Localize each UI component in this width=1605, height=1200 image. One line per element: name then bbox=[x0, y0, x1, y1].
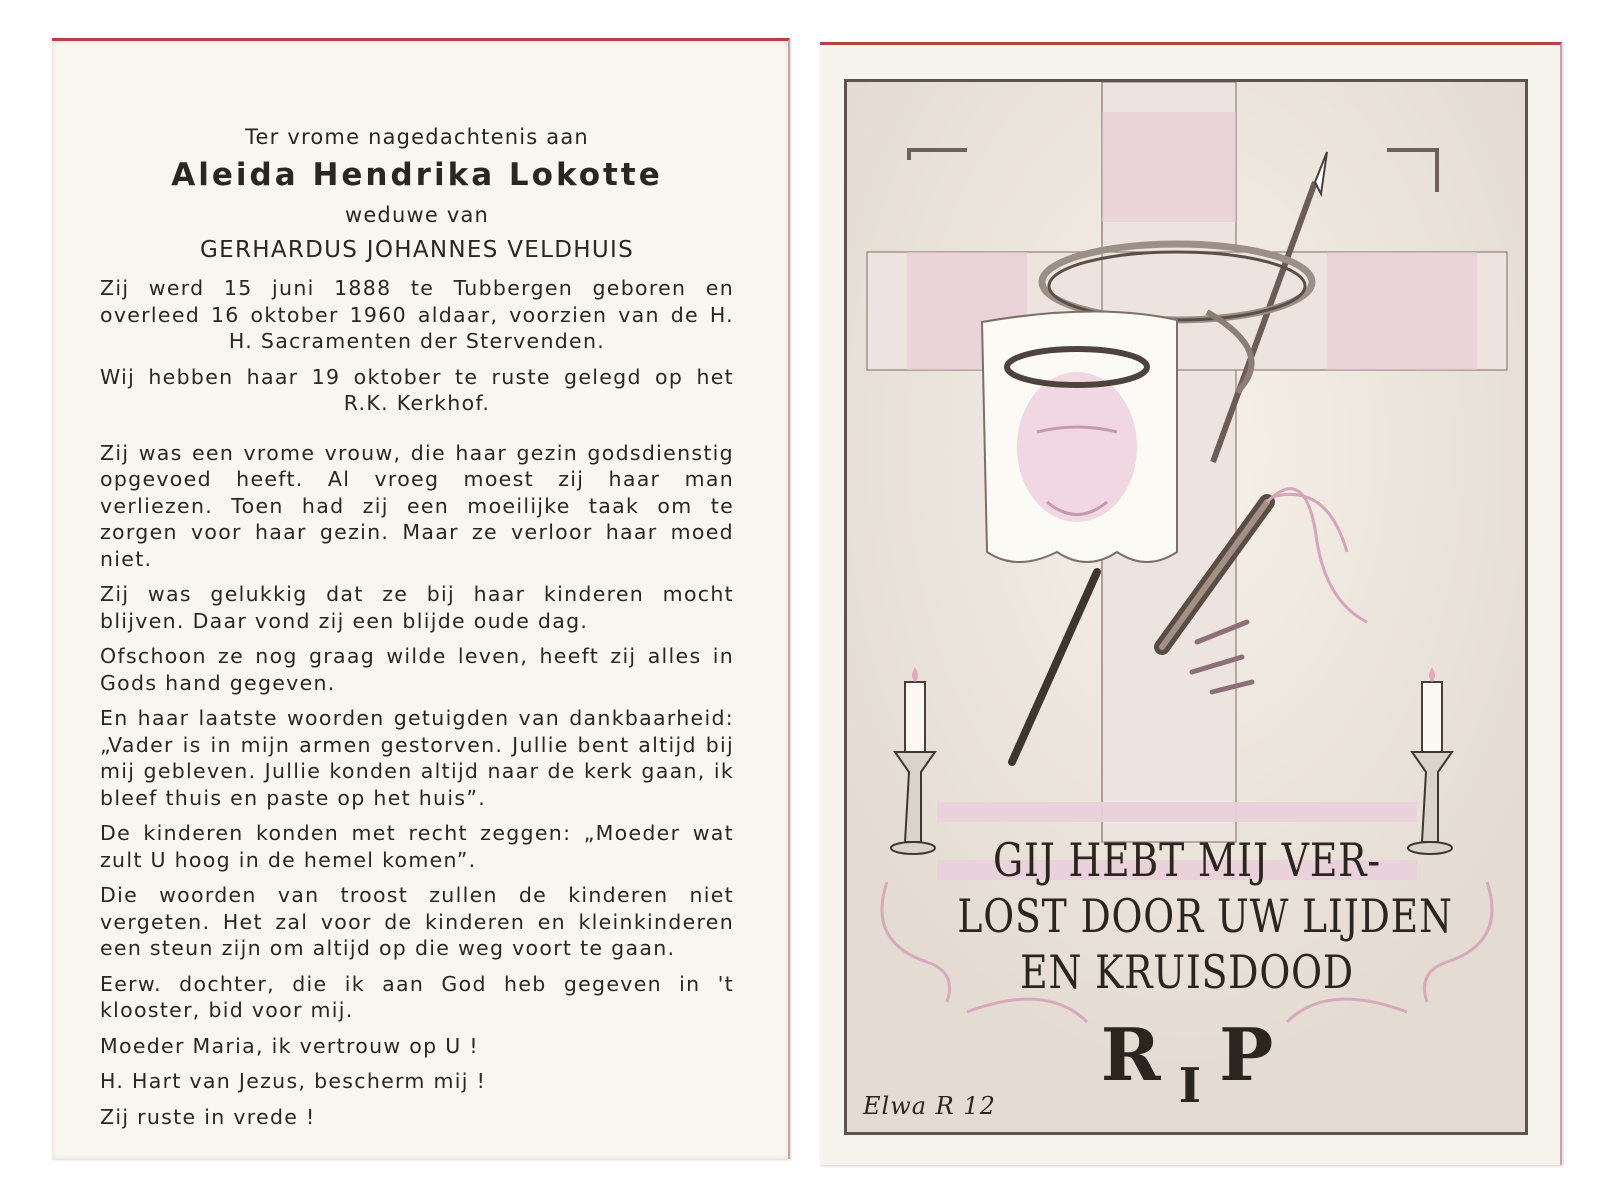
tribute-paragraph-3: Ofschoon ze nog graag wilde leven, heeft zij alles in Gods hand gegeven. bbox=[100, 644, 734, 695]
verse-line-3: EN KRUISDOOD bbox=[1020, 945, 1354, 999]
rip-letter-i: I bbox=[1178, 1058, 1202, 1114]
card-text-block bbox=[100, 121, 734, 1139]
husband-name: GERHARDUS JOHANNES VELDHUIS bbox=[200, 237, 634, 263]
intro-line: Ter vrome nagedachtenis aan bbox=[245, 125, 589, 149]
burial-paragraph: Wij hebben haar 19 oktober te ruste gelegd op het R.K. Kerkhof. bbox=[100, 364, 734, 415]
memorial-card-image-side bbox=[820, 42, 1562, 1165]
devotional-illustration bbox=[844, 79, 1528, 1135]
birth-death-paragraph: Zij werd 15 juni 1888 te Tubbergen geboren en overleed 16 oktober 1960 aldaar, voorzien van de H. H. Sacramenten der Stervenden. bbox=[100, 276, 734, 353]
verse-line-1: GIJ HEBT MIJ VER- bbox=[993, 833, 1381, 887]
rip-inscription bbox=[1047, 1012, 1327, 1114]
rip-letter-p: P bbox=[1219, 1012, 1274, 1097]
verse-text bbox=[957, 832, 1453, 1000]
widow-of-line: weduwe van bbox=[344, 203, 490, 227]
tribute-paragraph-5: De kinderen konden met recht zeggen: „Moeder wat zult U hoog in de hemel komen”. bbox=[100, 821, 734, 872]
tribute-paragraph-7: Eerw. dochter, die ik aan God heb gegeven in 't klooster, bid voor mij. bbox=[100, 971, 734, 1022]
prayer-line-2: H. Hart van Jezus, bescherm mij ! bbox=[100, 1069, 487, 1093]
tribute-paragraph-1: Zij was een vrome vrouw, die haar gezin godsdienstig opgevoed heeft. Al vroeg moest zij haar man verliezen. Toen had zij een moeilijke taak om te zorgen voor haar gezin. Maar ze verloor haar moed niet. bbox=[100, 440, 734, 571]
tribute-paragraph-2: Zij was gelukkig dat ze bij haar kinderen mocht blijven. Daar vond zij een blijde oude dag. bbox=[100, 582, 734, 633]
publisher-mark: Elwa R 12 bbox=[863, 1092, 996, 1120]
deceased-name: Aleida Hendrika Lokotte bbox=[171, 157, 663, 193]
tribute-paragraph-4: En haar laatste woorden getuigden van dankbaarheid: „Vader is in mijn armen gestorven. Jullie bent altijd bij mij gebleven. Jullie konden altijd naar de kerk gaan, ik bleef thuis en paste op het huis”. bbox=[100, 706, 734, 810]
tribute-paragraph-6: Die woorden van troost zullen de kinderen niet vergeten. Het zal voor de kinderen en kleinkinderen een steun zijn om altijd op die weg voort te gaan. bbox=[100, 883, 734, 960]
prayer-line-3: Zij ruste in vrede ! bbox=[100, 1104, 316, 1129]
prayer-line-1: Moeder Maria, ik vertrouw op U ! bbox=[100, 1033, 479, 1058]
verse-line-2: LOST DOOR UW LIJDEN bbox=[957, 889, 1453, 943]
memorial-card-text-side bbox=[52, 38, 790, 1159]
rip-letter-r: R bbox=[1100, 1012, 1161, 1097]
veronica-veil-icon bbox=[982, 311, 1177, 562]
